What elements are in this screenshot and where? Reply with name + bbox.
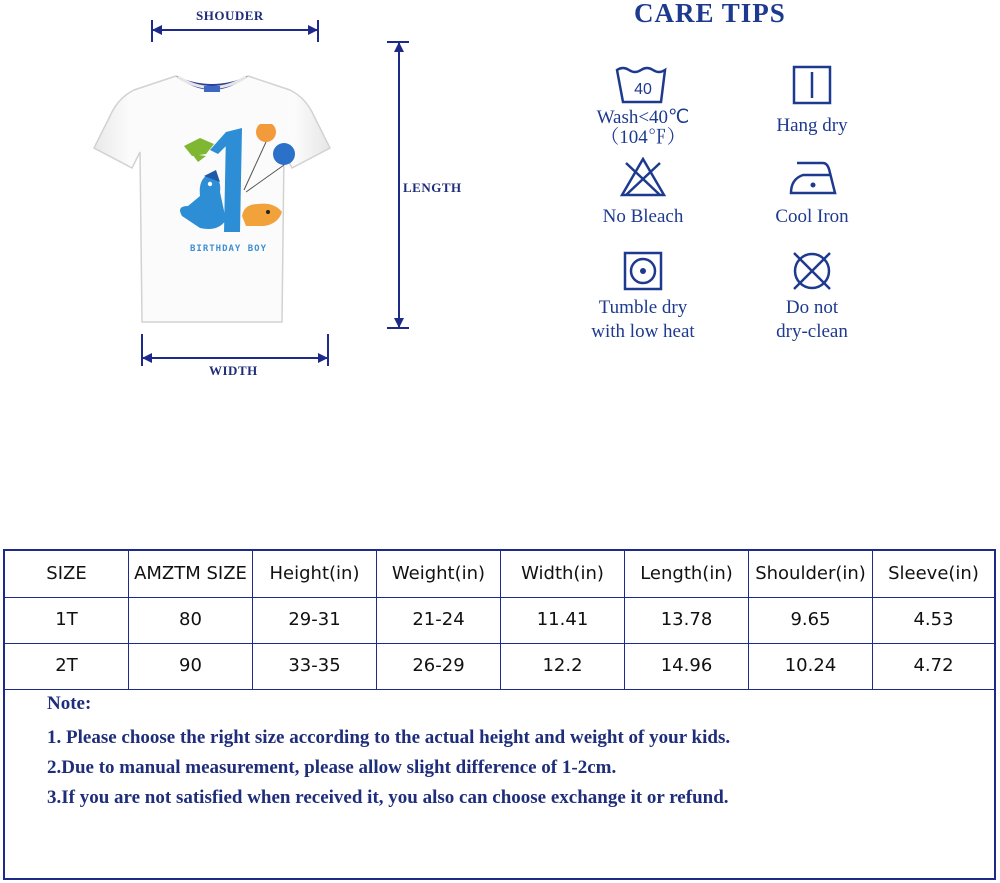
shoulder-label: SHOUDER bbox=[196, 8, 264, 23]
header-shoulder: Shoulder(in) bbox=[749, 551, 873, 597]
cell-size: 1T bbox=[5, 597, 129, 643]
table-row bbox=[5, 643, 994, 690]
care-tips-title: CARE TIPS bbox=[634, 0, 786, 28]
cell-weight: 21-24 bbox=[377, 597, 501, 643]
care-wash bbox=[558, 64, 728, 150]
dinosaur-print-graphic bbox=[170, 124, 310, 264]
cell-length: 13.78 bbox=[625, 597, 749, 643]
notes-section bbox=[47, 689, 730, 813]
wash-label-f: （104℉） bbox=[600, 127, 686, 148]
cell-width: 12.2 bbox=[501, 643, 625, 689]
table-header-row bbox=[5, 551, 994, 598]
care-hang-dry bbox=[727, 64, 897, 138]
iron-icon bbox=[787, 157, 837, 197]
no-bleach-icon bbox=[620, 157, 666, 197]
notes-title: Note: bbox=[47, 693, 92, 714]
care-no-bleach bbox=[558, 157, 728, 229]
hang-dry-label: Hang dry bbox=[776, 115, 848, 136]
cell-height: 29-31 bbox=[253, 597, 377, 643]
wash-tub-icon bbox=[615, 64, 671, 106]
header-sleeve: Sleeve(in) bbox=[888, 563, 979, 584]
header-weight: Weight(in) bbox=[377, 551, 501, 597]
header-width: Width(in) bbox=[501, 551, 625, 597]
hang-dry-icon bbox=[791, 64, 833, 106]
cell-amztm-size: 90 bbox=[129, 643, 253, 689]
cell-width: 11.41 bbox=[501, 597, 625, 643]
note-item: 2.Due to manual measurement, please allow slight difference of 1-2cm. bbox=[47, 757, 617, 778]
no-dryclean-icon bbox=[788, 250, 836, 292]
no-bleach-label: No Bleach bbox=[602, 206, 684, 227]
shirt-print-text: BIRTHDAY BOY bbox=[190, 244, 268, 254]
shoulder-arrow bbox=[140, 20, 330, 50]
length-label: LENGTH bbox=[403, 180, 462, 195]
care-no-dryclean bbox=[727, 250, 897, 344]
tumble-dry-label: Tumble dry bbox=[598, 297, 688, 318]
width-label: WIDTH bbox=[209, 363, 258, 378]
cell-amztm-size: 80 bbox=[129, 597, 253, 643]
no-dryclean-label-2: dry-clean bbox=[776, 321, 848, 342]
wash-temp: 40 bbox=[634, 81, 652, 98]
header-amztm-size: AMZTM SIZE bbox=[129, 551, 253, 597]
no-dryclean-label: Do not bbox=[785, 297, 839, 318]
note-item: 3.If you are not satisfied when received it, you also can choose exchange it or refund. bbox=[47, 787, 729, 808]
tumble-dry-icon bbox=[622, 250, 664, 292]
tumble-dry-label-2: with low heat bbox=[591, 321, 695, 342]
header-size: SIZE bbox=[5, 551, 129, 597]
shirt-tag bbox=[204, 86, 220, 92]
header-length: Length(in) bbox=[625, 551, 749, 597]
cell-length: 14.96 bbox=[625, 643, 749, 689]
cell-weight: 26-29 bbox=[377, 643, 501, 689]
cell-sleeve: 4.53 bbox=[913, 609, 954, 630]
cell-sleeve: 4.72 bbox=[913, 655, 954, 676]
table-row bbox=[5, 597, 994, 644]
wash-label: Wash<40℃ bbox=[596, 107, 690, 128]
cell-height: 33-35 bbox=[253, 643, 377, 689]
length-arrow bbox=[355, 36, 415, 336]
cell-size: 2T bbox=[5, 643, 129, 689]
cell-shoulder: 10.24 bbox=[749, 643, 873, 689]
header-height: Height(in) bbox=[253, 551, 377, 597]
cool-iron-label: Cool Iron bbox=[775, 206, 849, 227]
cell-shoulder: 9.65 bbox=[749, 597, 873, 643]
note-item: 1. Please choose the right size according to the actual height and weight of your kids. bbox=[47, 727, 731, 748]
care-tumble-dry bbox=[558, 250, 728, 344]
care-cool-iron bbox=[727, 157, 897, 229]
size-chart-table bbox=[3, 549, 996, 880]
